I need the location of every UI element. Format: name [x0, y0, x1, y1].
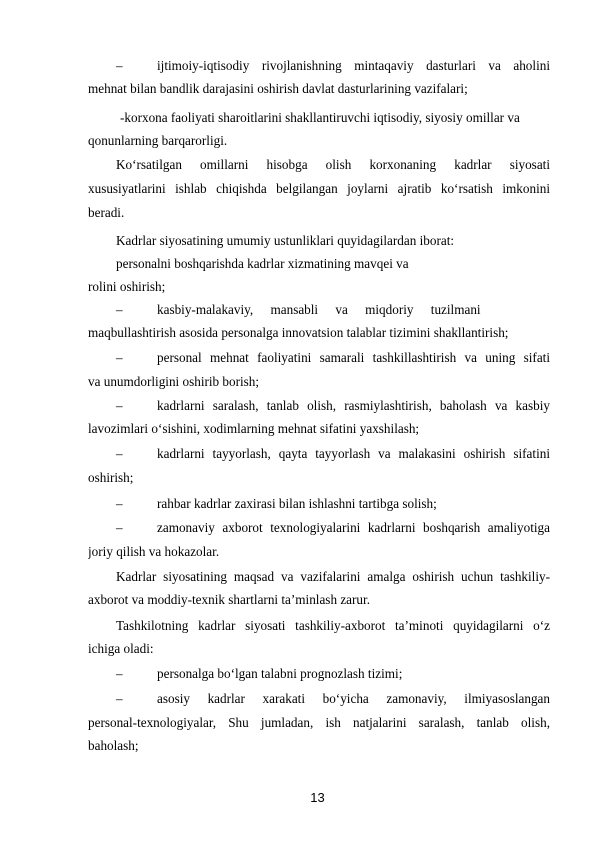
- list-dash: –: [116, 520, 123, 535]
- text-line: -korxona faoliyati sharoitlarini shakllantiruvchi iqtisodiy, siyosiy omillar va: [120, 110, 520, 125]
- text-line: qonunlarning barqarorligi.: [88, 133, 228, 148]
- text-line: Kadrlar siyosatining umumiy ustunliklari quyidagilardan iborat:: [116, 233, 455, 248]
- text-line: asosiy kadrlar xarakati bo‘yicha zamonaviy, ilmiyasoslangan: [157, 691, 550, 706]
- text-line: Ko‘rsatilgan omillarni hisobga olish korxonaning kadrlar siyosati: [116, 157, 550, 172]
- text-line: Kadrlar siyosatining maqsad va vazifalarini amalga oshirish uchun tashkiliy-: [116, 569, 550, 584]
- text-line: mehnat bilan bandlik darajasini oshirish davlat dasturlarining vazifalari;: [88, 81, 468, 96]
- list-dash: –: [116, 350, 123, 365]
- text-line: rolini oshirish;: [88, 279, 166, 294]
- text-line: maqbullashtirish asosida personalga innovatsion talablar tizimini shakllantirish;: [88, 325, 509, 340]
- text-line: lavozimlari o‘sishini, xodimlarning mehnat sifatini yaxshilash;: [88, 421, 420, 436]
- text-line: personalga bo‘lgan talabni prognozlash tizimi;: [157, 666, 403, 681]
- text-line: baholash;: [88, 738, 139, 753]
- text-line: va unumdorligini oshirib borish;: [88, 374, 260, 389]
- list-dash: –: [116, 302, 123, 317]
- text-line: ichiga oladi:: [88, 641, 154, 656]
- text-line: personalni boshqarishda kadrlar xizmatining mavqei va: [116, 256, 409, 271]
- list-dash: –: [116, 666, 123, 681]
- text-line: personal mehnat faoliyatini samarali tashkillashtirish va uning sifati: [157, 350, 550, 365]
- text-line: kadrlarni saralash, tanlab olish, rasmiylashtirish, baholash va kasbiy: [157, 398, 550, 413]
- text-line: axborot va moddiy-texnik shartlarni ta’minlash zarur.: [88, 592, 370, 607]
- text-line: joriy qilish va hokazolar.: [88, 544, 220, 559]
- page-number: 13: [310, 790, 325, 805]
- text-line: Tashkilotning kadrlar siyosati tashkiliy-axborot ta’minoti quyidagilarni o‘z: [116, 618, 550, 633]
- list-dash: –: [116, 691, 123, 706]
- text-line: oshirish;: [88, 470, 134, 485]
- list-dash: –: [116, 496, 123, 511]
- text-line: kadrlarni tayyorlash, qayta tayyorlash va malakasini oshirish sifatini: [157, 446, 550, 461]
- text-line: xususiyatlarini ishlab chiqishda belgilangan joylarni ajratib ko‘rsatish imkonini: [88, 181, 550, 196]
- list-dash: –: [116, 58, 123, 73]
- list-dash: –: [116, 398, 123, 413]
- text-line: zamonaviy axborot texnologiyalarini kadrlarni boshqarish amaliyotiga: [157, 520, 550, 535]
- text-line: beradi.: [88, 205, 125, 220]
- list-dash: –: [116, 446, 123, 461]
- text-line: kasbiy-malakaviy, mansabli va miqdoriy tuzilmani: [157, 302, 481, 317]
- text-line: rahbar kadrlar zaxirasi bilan ishlashni tartibga solish;: [157, 496, 437, 511]
- text-line: personal-texnologiyalar, Shu jumladan, ish natjalarini saralash, tanlab olish,: [88, 715, 550, 730]
- text-line: ijtimoiy-iqtisodiy rivojlanishning mintaqaviy dasturlari va aholini: [157, 58, 550, 73]
